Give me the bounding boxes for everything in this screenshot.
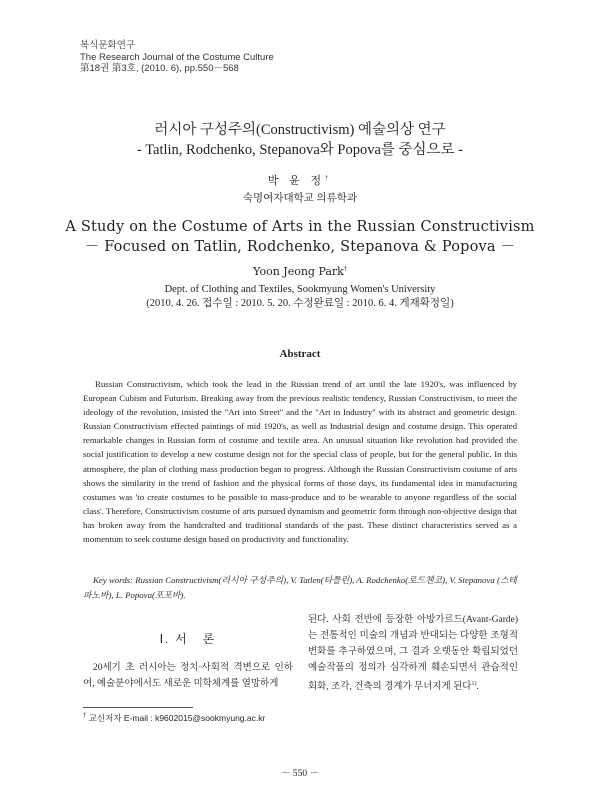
reference-mark: 1) bbox=[471, 681, 477, 687]
author-en-name: Yoon Jeong Park bbox=[253, 265, 344, 278]
section-heading-introduction: Ⅰ. 서 론 bbox=[159, 632, 217, 646]
title-ko-line2: - Tatlin, Rodchenko, Stepanova와 Popova를 중심으로 - bbox=[137, 142, 463, 158]
abstract-heading: Abstract bbox=[279, 348, 321, 360]
page-number: － 550 － bbox=[280, 769, 319, 779]
footnote-text: 교신저자 E-mail : k9602015@sookmyung.ac.kr bbox=[86, 713, 266, 723]
footnote-mark: † bbox=[83, 713, 87, 720]
affiliation-english bbox=[0, 283, 600, 311]
body-right-column bbox=[308, 612, 518, 695]
title-english bbox=[0, 217, 600, 257]
affiliation-korean: 숙명여자대학교 의류학과 bbox=[242, 193, 358, 204]
keywords-text: Russian Constructivism(러시아 구성주의), V. Tatlen(타틀린), A. Rodchenko(로드첸코), V. Stepanova (스테파노바), L. Popova(포포바). bbox=[83, 575, 517, 600]
author-korean bbox=[0, 172, 600, 188]
footnote-divider bbox=[83, 707, 193, 708]
submission-dates: (2010. 4. 26. 접수일 : 2010. 5. 20. 수정완료일 : 2010. 6. 4. 게재확정일) bbox=[146, 298, 454, 309]
keywords-label: Key words: bbox=[93, 575, 133, 585]
corresponding-mark-en: † bbox=[343, 265, 347, 273]
affiliation-en-dept: Dept. of Clothing and Textiles, Sookmyung Women's University bbox=[164, 284, 436, 295]
abstract-body: Russian Constructivism, which took the lead in the Russian trend of art until the late 1920's, was influenced by European Cubism and Futurism. Breaking away from the previous realistic tendency, Russian Constructivism, to meet the ideology of the revolution, insisted the "Art into Street" and the "Art in Industry" with its abstract and geometric design. Russian Constructivism effected paintings of mid 1920's, as well as Industrial design and costume design. This operated remarkable changes in Russian form of costume and textile area. An unusual situation like revolution had provided the social justification to develop a new costume design not for the special class of people, but for the general public. In this atmosphere, the plan of clothing mass production began to progress. Although the Russian Constructivism costume of arts shows the similarity in the trend of fashion and the physical forms of those days, its fundamental idea in manufacturing costumes was 'to create costumes to be possible to mass-produce and to be wearable to anyone regardless of the social class'. Therefore, Constructivism costume of arts pursued dynamism and geometric form through non-objective design that has broken away from the handcrafted and traditional standards of the past. These distinct characteristics served as a momentum to seek costume design based on productivity and functionality. bbox=[83, 379, 517, 545]
body-right-end: . bbox=[476, 682, 479, 693]
keywords bbox=[83, 573, 517, 602]
title-en-line1: A Study on the Costume of Arts in the Russian Constructivism bbox=[65, 219, 535, 235]
title-ko-line1: 러시아 구성주의(Constructivism) 예술의상 연구 bbox=[154, 122, 446, 138]
footnote bbox=[83, 712, 265, 724]
author-ko-name: 박 윤 정 bbox=[267, 175, 326, 187]
corresponding-mark: † bbox=[325, 175, 333, 182]
body-left-column: 20세기 초 러시아는 정치·사회적 격변으로 인하여, 예술분야에서도 새로운 미학체계를 열망하게 bbox=[83, 663, 293, 689]
title-korean bbox=[0, 120, 600, 160]
journal-volume: 第18권 第3호, (2010. 6), pp.550－568 bbox=[80, 63, 239, 74]
title-en-line2: － Focused on Tatlin, Rodchenko, Stepanova & Popova － bbox=[84, 239, 516, 255]
journal-header bbox=[80, 40, 274, 75]
author-english bbox=[0, 265, 600, 278]
body-right-text: 된다. 사회 전반에 등장한 아방가르드(Avant-Garde)는 전통적인 미술의 개념과 반대되는 다양한 조형적 변화를 추구하였으며, 그 결과 오랫동안 확립되었던 예술작품의 정의가 심각하게 훼손되면서 관습적인 회화, 조각, 건축의 경계가 무너지게 된다 bbox=[308, 615, 518, 693]
journal-name-en: The Research Journal of the Costume Culture bbox=[80, 51, 274, 63]
journal-name-ko: 복식문화연구 bbox=[80, 40, 136, 51]
